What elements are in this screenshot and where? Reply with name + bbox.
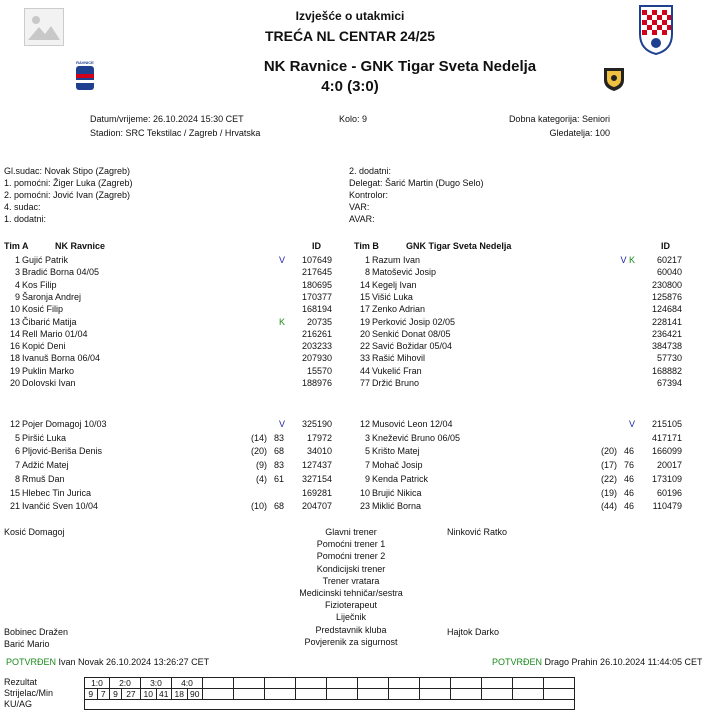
player-name: Kegelj Ivan	[372, 279, 417, 290]
empty-cell	[389, 678, 420, 689]
player-name: Savić Božidar 05/04	[372, 341, 453, 352]
sub-minute: 46	[623, 473, 634, 484]
player-id: 169281	[301, 487, 332, 498]
player-name: Brujić Nikica	[372, 487, 422, 498]
empty-cell	[203, 678, 234, 689]
player-id: 228141	[651, 316, 682, 327]
team-b-representative: Hajtok Darko	[447, 627, 500, 637]
player-id: 127437	[301, 460, 332, 471]
player-name: Bradić Borna 04/05	[22, 267, 100, 278]
player-number: 16	[9, 341, 20, 352]
player-name: Rell Mario 01/04	[22, 328, 88, 339]
player-number: 7	[364, 460, 370, 471]
team-a-security: Barić Mario	[4, 639, 50, 649]
staff-role: Medicinski tehničar/sestra	[299, 588, 403, 598]
player-mark-k: K	[628, 255, 635, 265]
staff-role: Povjerenik za sigurnost	[304, 636, 398, 647]
empty-cell	[265, 678, 296, 689]
player-number: 33	[359, 353, 370, 364]
player-name: Šaronja Andrej	[22, 291, 82, 302]
player-name: Hlebec Tin Jurica	[22, 487, 92, 498]
empty-cell	[296, 678, 327, 689]
official-entry: AVAR:	[349, 214, 375, 224]
sub-for: (17)	[600, 460, 617, 471]
official-entry: 2. dodatni:	[349, 166, 392, 176]
result-cell: 1:0	[85, 678, 110, 689]
minute-cell: 7	[97, 689, 110, 700]
player-id: 188976	[301, 378, 332, 388]
sub-minute: 68	[273, 446, 284, 457]
staff-role: Liječnik	[335, 612, 366, 623]
minute-cell: 90	[187, 689, 203, 700]
federation-crest	[636, 4, 676, 56]
home-logo-text: RAVNICE	[76, 60, 94, 65]
sub-for: (19)	[600, 487, 617, 498]
official-entry: 1. pomoćni: Žiger Luka (Zagreb)	[4, 178, 133, 188]
player-name: Puklin Marko	[22, 365, 75, 376]
player-number: 10	[9, 304, 20, 315]
player-number: 14	[9, 328, 20, 339]
player-number: 77	[359, 378, 370, 388]
player-id: 17972	[306, 432, 332, 443]
away-team-logo	[602, 66, 626, 92]
player-id: 236421	[651, 328, 682, 339]
match-datetime: Datum/vrijeme: 26.10.2024 15:30 CET	[90, 114, 244, 124]
player-number: 5	[364, 446, 370, 457]
player-number: 7	[14, 460, 20, 471]
player-id: 173109	[651, 473, 682, 484]
player-number: 4	[14, 279, 20, 290]
player-number: 10	[359, 487, 370, 498]
player-number: 44	[359, 365, 370, 376]
player-name: Krišto Matej	[372, 446, 420, 457]
sub-for: (20)	[600, 446, 617, 457]
empty-cell	[327, 678, 358, 689]
player-number: 23	[359, 501, 370, 512]
match-title: NK Ravnice - GNK Tigar Sveta Nedelja	[263, 58, 537, 75]
staff-role: Glavni trener	[325, 527, 377, 537]
league-title: TREĆA NL CENTAR 24/25	[264, 28, 436, 44]
team-b-id-header: ID	[661, 241, 670, 251]
sub-for: (22)	[600, 473, 617, 484]
summary-results-row	[85, 678, 575, 689]
staff-role: Kondicijski trener	[316, 563, 386, 574]
staff-role: Pomoćni trener 1	[316, 539, 386, 550]
player-name: Kosić Filip	[22, 304, 64, 315]
player-id: 67394	[656, 378, 682, 388]
team-b-label: Tim B	[354, 241, 379, 251]
player-number: 12	[359, 419, 370, 429]
scorer-cell: 18	[172, 689, 188, 700]
minute-cell: 27	[121, 689, 140, 700]
player-id: 34010	[306, 446, 332, 457]
empty-cell	[420, 678, 451, 689]
player-id: 168194	[301, 304, 332, 315]
player-number: 9	[14, 291, 20, 302]
sub-minute: 83	[273, 460, 284, 471]
age-category: Dobna kategorija: Seniori	[508, 114, 610, 124]
player-number: 18	[9, 353, 20, 364]
player-number: 3	[364, 432, 370, 443]
player-id: 384738	[651, 341, 682, 352]
summary-table	[84, 677, 575, 710]
player-name: Gujić Patrik	[22, 255, 69, 265]
empty-cell	[544, 689, 575, 700]
player-mark: V	[278, 419, 285, 429]
summary-label-ku: KU/AG	[4, 699, 33, 709]
sub-for: (44)	[600, 501, 617, 512]
official-entry: 2. pomoćni: Jović Ivan (Zagreb)	[4, 190, 131, 200]
player-name: Višić Luka	[372, 291, 413, 302]
empty-cell	[451, 689, 482, 700]
player-id: 180695	[301, 279, 332, 290]
official-entry: VAR:	[349, 202, 370, 212]
empty-cell	[358, 678, 389, 689]
player-id: 60217	[656, 255, 682, 265]
player-number: 17	[359, 304, 370, 315]
player-name: Zenko Adrian	[372, 304, 426, 315]
player-name: Ivančić Sven 10/04	[22, 501, 99, 512]
player-name: Pljović-Beriša Denis	[22, 446, 103, 457]
sub-minute: 46	[623, 501, 634, 512]
match-round: Kolo: 9	[339, 114, 368, 124]
staff-role: Predstavnik kluba	[315, 624, 387, 635]
result-cell: 2:0	[110, 678, 141, 689]
player-id: 216261	[301, 328, 332, 339]
summary-label-result: Rezultat	[4, 677, 38, 687]
staff-role: Pomoćni trener 2	[316, 551, 386, 562]
empty-cell	[203, 689, 234, 700]
player-name: Rmuš Dan	[22, 473, 65, 484]
player-number: 12	[9, 419, 20, 429]
player-name: Kenda Patrick	[372, 473, 429, 484]
player-name: Knežević Bruno 06/05	[372, 432, 461, 443]
player-number: 20	[359, 328, 370, 339]
player-id: 124684	[651, 304, 682, 315]
player-number: 13	[9, 316, 20, 327]
team-b-name: GNK Tigar Sveta Nedelja	[406, 241, 512, 251]
sub-for: (9)	[256, 460, 267, 471]
image-placeholder-icon	[24, 8, 64, 46]
empty-cell	[544, 678, 575, 689]
player-mark: V	[278, 255, 285, 265]
player-id: 110479	[652, 501, 682, 512]
player-number: 15	[359, 291, 370, 302]
player-id: 207930	[301, 353, 332, 364]
player-number: 20	[9, 378, 20, 388]
sub-minute: 46	[623, 487, 634, 498]
player-id: 20735	[306, 316, 332, 327]
minute-cell: 41	[156, 689, 172, 700]
player-mark-v: V	[620, 255, 629, 265]
player-name: Senkić Donat 08/05	[372, 328, 451, 339]
player-number: 1	[14, 255, 20, 265]
sub-for: (14)	[250, 432, 267, 443]
player-name: Držić Bruno	[372, 378, 420, 388]
player-number: 5	[14, 432, 20, 443]
confirm-right-text: Drago Prahin 26.10.2024 11:44:05 CET	[544, 657, 702, 667]
team-b-head-coach: Ninković Ratko	[447, 527, 508, 537]
player-number: 9	[364, 473, 370, 484]
team-a-name: NK Ravnice	[55, 241, 106, 251]
player-number: 21	[9, 501, 20, 512]
sub-for: (10)	[250, 501, 267, 512]
confirm-left-tag: POTVRĐEN	[6, 657, 57, 667]
player-name: Kos Filip	[22, 279, 57, 290]
empty-cell	[358, 689, 389, 700]
sub-for: (20)	[250, 446, 267, 457]
player-id: 325190	[301, 419, 332, 429]
result-cell: 3:0	[141, 678, 172, 689]
player-mark	[590, 255, 635, 265]
team-a-head-coach: Kosić Domagoj	[4, 527, 65, 537]
player-name: Čibarić Matija	[22, 316, 77, 327]
empty-cell	[296, 689, 327, 700]
empty-cell	[482, 689, 513, 700]
player-id: 15570	[306, 365, 332, 376]
player-number: 3	[14, 267, 20, 278]
player-number: 6	[14, 446, 20, 457]
player-name: Musović Leon 12/04	[372, 419, 453, 429]
empty-cell	[513, 678, 544, 689]
player-id: 204707	[301, 501, 332, 512]
player-number: 14	[359, 279, 370, 290]
summary-label-scorers: Strijelac/Min	[4, 688, 54, 698]
player-id: 60196	[656, 487, 682, 498]
player-id: 170377	[301, 291, 332, 302]
player-name: Vukelić Fran	[372, 365, 422, 376]
sub-minute: 83	[273, 432, 284, 443]
player-number: 19	[9, 365, 20, 376]
staff-role: Trener vratara	[322, 575, 380, 586]
player-id: 203233	[301, 341, 332, 352]
scorer-cell: 9	[110, 689, 122, 700]
player-name: Piršić Luka	[22, 432, 67, 443]
player-name: Matošević Josip	[372, 267, 437, 278]
official-entry: Kontrolor:	[349, 190, 389, 200]
player-number: 1	[364, 255, 370, 265]
sub-minute: 76	[623, 460, 634, 471]
summary-scorers-row	[85, 689, 575, 700]
player-name: Ivanuš Borna 06/04	[22, 353, 101, 364]
confirm-left	[6, 657, 209, 667]
empty-cell	[265, 689, 296, 700]
team-a-label: Tim A	[4, 241, 29, 251]
empty-cell	[234, 678, 265, 689]
summary-ku-row	[85, 700, 575, 710]
player-mark: K	[278, 316, 285, 327]
home-team-logo	[72, 60, 98, 92]
result-cell: 4:0	[172, 678, 203, 689]
summary-labels	[4, 677, 53, 710]
player-name: Perković Josip 02/05	[372, 316, 456, 327]
confirm-right-tag: POTVRĐEN	[492, 657, 543, 667]
player-name: Razum Ivan	[372, 255, 421, 265]
confirm-right	[492, 657, 702, 667]
empty-cell	[420, 689, 451, 700]
player-number: 8	[14, 473, 20, 484]
team-a-representative: Bobinec Dražen	[4, 627, 69, 637]
empty-cell	[389, 689, 420, 700]
player-id: 417171	[651, 432, 682, 443]
sub-for: (4)	[256, 473, 267, 484]
player-number: 22	[359, 341, 370, 352]
player-id: 217645	[301, 267, 332, 278]
player-name: Miklić Borna	[372, 501, 422, 512]
player-id: 60040	[656, 267, 682, 278]
player-id: 230800	[651, 279, 682, 290]
official-entry: Delegat: Šarić Martin (Dugo Selo)	[349, 178, 484, 188]
player-number: 8	[364, 267, 370, 278]
team-a-id-header: ID	[312, 241, 321, 251]
report-title: Izvješće o utakmici	[295, 9, 405, 23]
match-stadium: Stadion: SRC Tekstilac / Zagreb / Hrvatska	[90, 128, 261, 138]
sub-minute: 68	[273, 501, 284, 512]
player-id: 168882	[651, 365, 682, 376]
player-id: 166099	[651, 446, 682, 457]
staff-role: Fizioterapeut	[324, 600, 378, 611]
player-id: 57730	[656, 353, 682, 364]
official-entry: Gl.sudac: Novak Stipo (Zagreb)	[4, 166, 131, 176]
official-entry: 1. dodatni:	[4, 214, 47, 224]
player-name: Rašić Mihovil	[372, 353, 426, 364]
empty-cell	[327, 689, 358, 700]
player-number: 15	[9, 487, 20, 498]
player-id: 125876	[651, 291, 682, 302]
scorer-cell: 9	[85, 689, 98, 700]
scorer-cell: 10	[141, 689, 157, 700]
player-number: 19	[359, 316, 370, 327]
player-id: 20017	[656, 460, 682, 471]
empty-cell	[234, 689, 265, 700]
sub-minute: 46	[623, 446, 634, 457]
player-id: 327154	[301, 473, 332, 484]
empty-cell	[482, 678, 513, 689]
match-score: 4:0 (3:0)	[321, 78, 379, 95]
player-id: 107649	[301, 255, 332, 265]
empty-cell	[451, 678, 482, 689]
player-name: Kopić Deni	[22, 341, 66, 352]
player-mark: V	[628, 419, 635, 429]
confirm-left-text: Ivan Novak 26.10.2024 13:26:27 CET	[58, 657, 210, 667]
player-name: Pojer Domagoj 10/03	[22, 419, 107, 429]
sub-minute: 61	[273, 473, 284, 484]
spectators: Gledatelja: 100	[549, 128, 610, 138]
player-name: Adžić Matej	[22, 460, 69, 471]
empty-cell	[513, 689, 544, 700]
player-id: 215105	[651, 419, 682, 429]
empty-cell	[85, 700, 575, 710]
player-name: Mohač Josip	[372, 460, 423, 471]
player-name: Dolovski Ivan	[22, 378, 76, 388]
official-entry: 4. sudac:	[4, 202, 41, 212]
